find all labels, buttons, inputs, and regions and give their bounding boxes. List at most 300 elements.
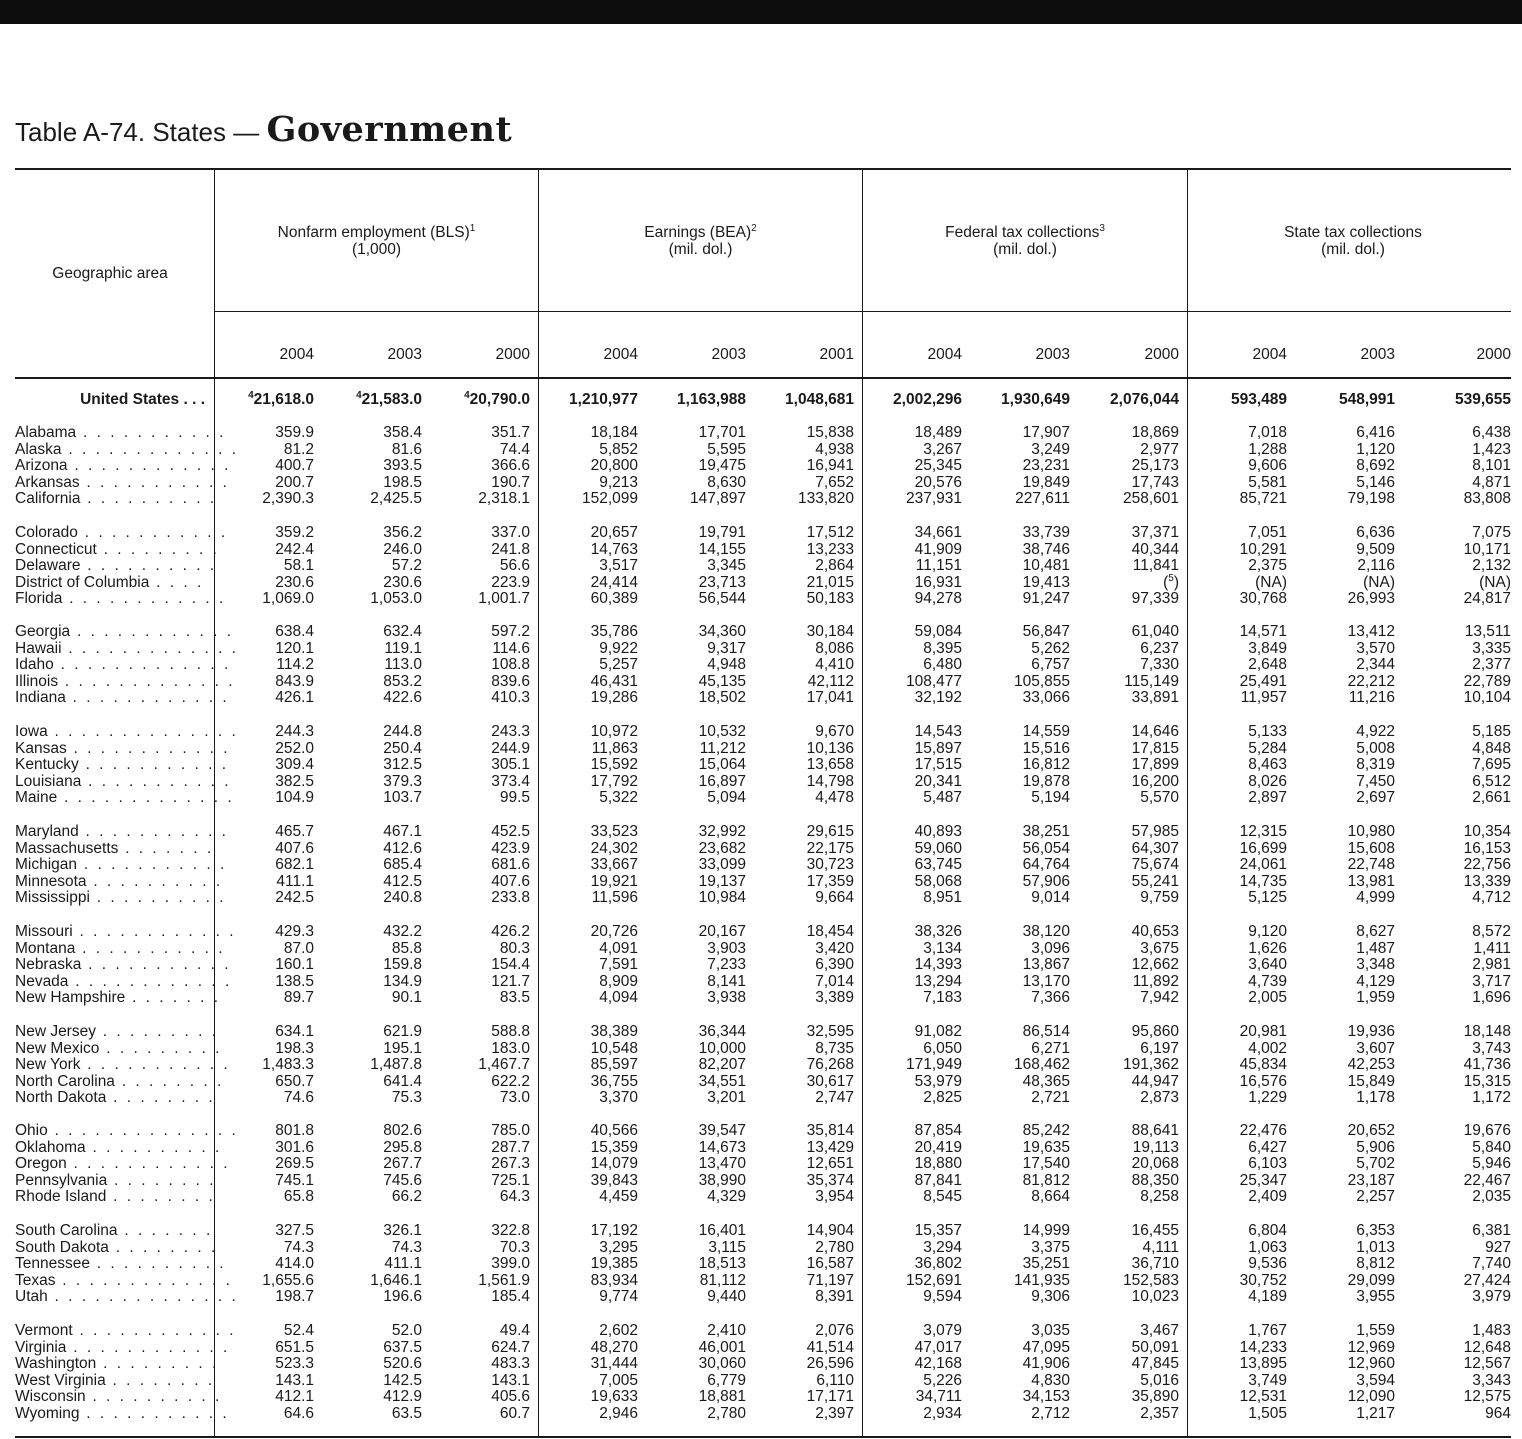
cell-value: 34,711 — [915, 1388, 962, 1406]
cell-value: 81.6 — [391, 440, 422, 458]
cell-value: 16,897 — [698, 772, 746, 790]
table-cell — [302, 756, 422, 773]
row-label — [15, 672, 236, 690]
row-label — [15, 457, 231, 475]
cell-value: 85,242 — [1022, 1122, 1070, 1139]
cell-value: 13,233 — [806, 540, 854, 558]
row-label — [15, 1056, 231, 1074]
row-label — [15, 823, 229, 840]
cell-value: 4,712 — [1472, 889, 1511, 907]
table-cell — [302, 989, 422, 1006]
table-cell — [1059, 1023, 1179, 1040]
cell-value: 185.4 — [491, 1288, 530, 1306]
year-header: 2003 — [1360, 346, 1395, 363]
table-cell — [1391, 640, 1511, 657]
table-cell — [1391, 1155, 1511, 1172]
leader-dots: . . . . . . . . . . — [89, 1255, 227, 1273]
cell-value: 17,540 — [1022, 1155, 1070, 1173]
cell-value: 20,981 — [1239, 1023, 1287, 1040]
cell-value: 83.5 — [499, 989, 530, 1007]
cell-value: 2,747 — [815, 1089, 854, 1107]
table-cell — [626, 1272, 746, 1289]
cell-value: 3,079 — [923, 1322, 962, 1339]
cell-value: 38,746 — [1022, 540, 1070, 558]
cell-value: 64.6 — [283, 1405, 314, 1422]
cell-value: 119.1 — [384, 639, 422, 657]
cell-value: 64,307 — [1131, 839, 1179, 857]
table-cell — [518, 490, 638, 507]
cell-value: 15,608 — [1347, 839, 1395, 857]
cell-value: 5,322 — [599, 789, 638, 807]
cell-value: 56,054 — [1022, 839, 1070, 857]
table-cell — [194, 441, 314, 458]
cell-value: 3,467 — [1140, 1322, 1179, 1339]
cell-value: 24,061 — [1239, 856, 1287, 874]
state-name: Hawaii — [15, 639, 62, 657]
cell-value: 9,664 — [815, 889, 854, 907]
cell-value: 19,635 — [1022, 1138, 1070, 1156]
table-cell — [194, 424, 314, 441]
cell-value: 6,353 — [1356, 1222, 1395, 1239]
table-cell — [302, 574, 422, 591]
table-cell — [518, 1089, 638, 1106]
table-cell — [1391, 490, 1511, 507]
table-cell — [626, 840, 746, 857]
table-cell — [302, 1040, 422, 1057]
row-label — [15, 1271, 233, 1289]
table-cell — [302, 923, 422, 940]
table-cell — [1275, 889, 1395, 906]
table-cell — [518, 923, 638, 940]
table-cell — [410, 1056, 530, 1073]
cell-value: 237,931 — [905, 490, 962, 508]
table-cell — [410, 689, 530, 706]
table-cell — [302, 457, 422, 474]
cell-value: 2,825 — [923, 1089, 962, 1107]
table-cell — [194, 1188, 314, 1205]
table-cell — [1167, 1139, 1287, 1156]
table-cell — [1275, 623, 1395, 640]
table-cell — [1391, 1122, 1511, 1139]
cell-value: 240.8 — [383, 889, 422, 907]
table-cell — [842, 856, 962, 873]
table-cell — [626, 391, 746, 408]
cell-value: 18,148 — [1463, 1023, 1511, 1040]
table-cell — [302, 1388, 422, 1405]
cell-value: 38,251 — [1022, 823, 1070, 840]
cell-value: 15,315 — [1463, 1072, 1511, 1090]
cell-value: 9,317 — [707, 639, 746, 657]
cell-value: 5,226 — [923, 1371, 962, 1389]
table-cell — [1167, 1339, 1287, 1356]
cell-value: 588.8 — [491, 1023, 530, 1040]
table-cell — [194, 940, 314, 957]
table-row — [0, 1288, 1522, 1305]
cell-value: 114.2 — [276, 656, 314, 674]
table-cell — [410, 1122, 530, 1139]
cell-value: 10,354 — [1463, 823, 1511, 840]
table-cell — [194, 557, 314, 574]
cell-value: 2,864 — [815, 557, 854, 575]
cell-value: 17,743 — [1131, 473, 1179, 491]
table-cell — [1167, 1288, 1287, 1305]
table-cell — [626, 823, 746, 840]
table-cell — [1391, 656, 1511, 673]
cell-value: 152,099 — [581, 490, 638, 508]
table-cell — [1275, 673, 1395, 690]
table-cell — [1275, 1239, 1395, 1256]
cell-value: 47,017 — [914, 1338, 962, 1356]
row-label — [15, 1222, 213, 1239]
table-cell — [950, 1388, 1070, 1405]
cell-value: 6,103 — [1248, 1155, 1287, 1173]
table-row — [0, 1339, 1522, 1356]
table-cell — [734, 590, 854, 607]
table-cell — [1167, 574, 1287, 591]
row-label — [15, 789, 235, 807]
cell-value: 2,035 — [1472, 1188, 1511, 1206]
cell-value: 14,763 — [590, 540, 638, 558]
cell-value: 15,357 — [914, 1222, 962, 1239]
table-cell — [734, 673, 854, 690]
state-name: Georgia — [15, 623, 71, 640]
table-cell — [626, 1155, 746, 1172]
table-cell — [950, 1272, 1070, 1289]
cell-value: 34,551 — [698, 1072, 746, 1090]
cell-value: 171,949 — [905, 1056, 962, 1074]
table-cell — [410, 1255, 530, 1272]
table-cell — [1167, 1073, 1287, 1090]
table-cell — [1059, 740, 1179, 757]
table-cell — [1391, 441, 1511, 458]
table-cell — [1275, 1288, 1395, 1305]
table-cell — [194, 973, 314, 990]
table-cell — [410, 1040, 530, 1057]
table-cell — [302, 1355, 422, 1372]
cell-value: 2,257 — [1356, 1188, 1395, 1206]
table-cell — [626, 1339, 746, 1356]
cell-value: 2,409 — [1248, 1188, 1287, 1206]
table-cell — [1275, 840, 1395, 857]
cell-value: 59,060 — [914, 839, 962, 857]
table-cell — [1275, 1040, 1395, 1057]
footnote-marker: 4 — [356, 389, 362, 401]
table-row — [0, 1172, 1522, 1189]
leader-dots: . . . . . . . . . . — [80, 490, 217, 508]
leader-dots: . . . . . . . . . . . — [79, 1405, 230, 1422]
cell-value: 19,849 — [1022, 473, 1070, 491]
table-row — [0, 1073, 1522, 1090]
cell-value: 1,626 — [1248, 939, 1287, 957]
cell-value: 593,489 — [1230, 391, 1287, 408]
cell-value: 20,341 — [914, 772, 962, 790]
table-cell — [194, 723, 314, 740]
cell-value: 624.7 — [491, 1338, 530, 1356]
cell-value: 19,878 — [1022, 772, 1070, 790]
cell-value: 2,934 — [923, 1405, 962, 1422]
table-cell — [194, 840, 314, 857]
table-cell — [410, 1405, 530, 1422]
leader-dots: . . . . . . . . . . . . — [72, 1322, 237, 1339]
cell-value: 190.7 — [491, 473, 530, 491]
table-cell — [950, 474, 1070, 491]
row-label — [15, 923, 237, 940]
table-cell — [1167, 840, 1287, 857]
table-cell — [1167, 1023, 1287, 1040]
cell-value: 9,014 — [1031, 889, 1070, 907]
table-cell — [950, 1339, 1070, 1356]
cell-value: 9,759 — [1140, 889, 1179, 907]
table-cell — [302, 740, 422, 757]
cell-value: 411.1 — [276, 872, 314, 890]
table-cell — [302, 623, 422, 640]
cell-value: 412.6 — [383, 839, 422, 857]
cell-value: 7,075 — [1472, 524, 1511, 541]
table-cell — [410, 1023, 530, 1040]
table-cell — [734, 541, 854, 558]
table-cell — [410, 756, 530, 773]
table-cell — [842, 773, 962, 790]
table-cell — [734, 441, 854, 458]
table-cell — [518, 424, 638, 441]
table-cell — [842, 424, 962, 441]
cell-value: 14,559 — [1022, 723, 1070, 740]
table-row-united-states — [0, 391, 1522, 408]
table-cell — [734, 524, 854, 541]
table-cell — [842, 940, 962, 957]
table-cell — [1275, 424, 1395, 441]
table-cell — [842, 391, 962, 408]
table-cell — [1167, 490, 1287, 507]
cell-value: 57,985 — [1131, 823, 1179, 840]
cell-value: 4,459 — [599, 1188, 638, 1206]
table-cell — [734, 923, 854, 940]
cell-value: 246.0 — [383, 540, 422, 558]
cell-value: 309.4 — [275, 756, 314, 774]
table-cell — [194, 923, 314, 940]
cell-value: 50,183 — [806, 590, 854, 608]
cell-value: 196.6 — [383, 1288, 422, 1306]
table-cell — [1059, 756, 1179, 773]
year-header: 2003 — [1035, 346, 1070, 363]
table-cell — [410, 1089, 530, 1106]
cell-value: 11,841 — [1132, 557, 1179, 575]
table-row — [0, 590, 1522, 607]
table-row — [0, 457, 1522, 474]
cell-value: 17,359 — [806, 872, 854, 890]
cell-value: 64,764 — [1022, 856, 1070, 874]
cell-value: 46,431 — [590, 672, 638, 690]
row-label — [15, 1122, 239, 1139]
cell-value: 81,812 — [1022, 1171, 1070, 1189]
table-cell — [410, 640, 530, 657]
leader-dots: . . . . . . . . . . . — [81, 772, 232, 790]
cell-value: 14,673 — [698, 1138, 746, 1156]
table-cell — [518, 391, 638, 408]
cell-value: 80.3 — [499, 939, 530, 957]
row-label — [15, 1355, 219, 1373]
cell-value: 41,909 — [914, 540, 962, 558]
table-cell — [1059, 524, 1179, 541]
table-cell — [302, 1073, 422, 1090]
cell-value: 4,871 — [1472, 473, 1511, 491]
table-row — [0, 840, 1522, 857]
cell-value: 1,053.0 — [370, 590, 422, 608]
cell-value: 410.3 — [491, 689, 530, 707]
cell-value: 407.6 — [491, 872, 530, 890]
table-cell — [1059, 1155, 1179, 1172]
table-cell — [518, 673, 638, 690]
table-title-prefix: Table A-74. States — — [15, 117, 267, 147]
leader-dots: . . . . . . . . . . . . . — [61, 639, 239, 657]
leader-dots: . . . . . . . . — [108, 1238, 218, 1256]
cell-value: 21,618.0 — [253, 391, 314, 408]
cell-value: 5,840 — [1472, 1138, 1511, 1156]
cell-value: 17,192 — [590, 1222, 638, 1239]
table-cell — [626, 557, 746, 574]
table-cell — [734, 1139, 854, 1156]
table-cell — [194, 789, 314, 806]
cell-value: 52.0 — [391, 1322, 422, 1339]
top-black-bar — [0, 0, 1522, 24]
table-cell — [518, 740, 638, 757]
row-label — [15, 872, 223, 890]
cell-value: 35,890 — [1131, 1388, 1179, 1406]
table-row — [0, 773, 1522, 790]
cell-value: 33,099 — [698, 856, 746, 874]
table-cell — [194, 1040, 314, 1057]
cell-value: 4,111 — [1142, 1238, 1179, 1256]
table-cell — [302, 723, 422, 740]
table-cell — [734, 1322, 854, 1339]
table-cell — [1167, 756, 1287, 773]
top-rule — [15, 168, 1511, 170]
cell-value: 1,487.8 — [370, 1056, 422, 1074]
cell-value: 47,095 — [1022, 1338, 1070, 1356]
table-cell — [1059, 424, 1179, 441]
table-cell — [1059, 623, 1179, 640]
table-cell — [734, 574, 854, 591]
table-cell — [1059, 1172, 1179, 1189]
table-cell — [410, 541, 530, 558]
table-cell — [1275, 1122, 1395, 1139]
cell-value: 16,931 — [914, 573, 962, 591]
cell-value: 1,411 — [1473, 939, 1511, 957]
table-cell — [518, 656, 638, 673]
cell-value: 465.7 — [275, 823, 314, 840]
table-cell — [842, 656, 962, 673]
leader-dots: . . . . . . . . . — [96, 540, 220, 558]
table-cell — [626, 1073, 746, 1090]
table-cell — [194, 856, 314, 873]
state-name: Pennsylvania — [15, 1171, 108, 1189]
table-cell — [1167, 989, 1287, 1006]
state-name: Connecticut — [15, 540, 97, 558]
cell-value: 50,091 — [1131, 1338, 1179, 1356]
cell-value: 37,371 — [1131, 524, 1179, 541]
cell-value: 134.9 — [383, 972, 422, 990]
cell-value: 32,595 — [806, 1023, 854, 1040]
cell-value: 23,682 — [698, 839, 746, 857]
cell-value: 31,444 — [590, 1355, 638, 1373]
table-cell — [410, 823, 530, 840]
cell-value: 4,938 — [815, 440, 854, 458]
table-cell — [302, 1372, 422, 1389]
leader-dots: . . . . . . . . . — [95, 1023, 219, 1040]
cell-value: 3,743 — [1472, 1039, 1511, 1057]
cell-value: 195.1 — [383, 1039, 422, 1057]
cell-value: 2,397 — [815, 1405, 854, 1422]
cell-value: 412.5 — [383, 872, 422, 890]
table-cell — [1059, 441, 1179, 458]
table-cell — [842, 789, 962, 806]
state-name: North Carolina — [15, 1072, 115, 1090]
table-cell — [1275, 940, 1395, 957]
table-cell — [626, 524, 746, 541]
cell-value: 3,979 — [1472, 1288, 1511, 1306]
table-cell — [518, 640, 638, 657]
state-name: Tennessee — [15, 1255, 90, 1273]
table-cell — [518, 574, 638, 591]
table-cell — [1391, 1188, 1511, 1205]
table-cell — [1059, 789, 1179, 806]
table-cell — [194, 490, 314, 507]
table-cell — [734, 1239, 854, 1256]
cell-value: 4,094 — [599, 989, 638, 1007]
cell-value: 45,135 — [698, 672, 746, 690]
cell-value: 12,648 — [1463, 1338, 1511, 1356]
table-cell — [410, 490, 530, 507]
cell-value: 16,941 — [806, 457, 854, 475]
leader-dots: . . . . . . . . . . . — [80, 1056, 231, 1074]
cell-value: 927 — [1485, 1238, 1511, 1256]
table-cell — [302, 1089, 422, 1106]
table-cell — [626, 789, 746, 806]
year-header: 2000 — [1476, 346, 1511, 363]
table-cell — [302, 1122, 422, 1139]
cell-value: 3,348 — [1356, 956, 1395, 974]
table-title-main: Government — [266, 109, 513, 150]
table-cell — [194, 1388, 314, 1405]
leader-dots: . . . . . . . . . . . . . . — [47, 723, 239, 740]
cell-value: 87,841 — [914, 1171, 962, 1189]
cell-value: 7,366 — [1031, 989, 1070, 1007]
cell-value: 1,467.7 — [478, 1056, 530, 1074]
cell-value: 33,667 — [590, 856, 638, 874]
table-cell — [410, 856, 530, 873]
cell-value: 99.5 — [499, 789, 530, 807]
cell-value: 269.5 — [275, 1155, 314, 1173]
table-cell — [842, 1272, 962, 1289]
table-cell — [734, 391, 854, 408]
cell-value: 16,576 — [1239, 1072, 1287, 1090]
table-cell — [950, 1040, 1070, 1057]
leader-dots: . . . . . . . . . . . — [77, 524, 228, 541]
cell-value: 3,335 — [1472, 639, 1511, 657]
table-cell — [410, 1272, 530, 1289]
state-name: Alaska — [15, 440, 62, 458]
table-cell — [950, 1073, 1070, 1090]
cell-value: 2,344 — [1356, 656, 1395, 674]
table-cell — [842, 590, 962, 607]
table-cell — [1275, 640, 1395, 657]
cell-value: 5,284 — [1248, 739, 1287, 757]
table-cell — [518, 1372, 638, 1389]
table-cell — [1391, 1355, 1511, 1372]
cell-value: 1,959 — [1356, 989, 1395, 1007]
cell-value: 2,873 — [1140, 1089, 1179, 1107]
state-name: Washington — [15, 1355, 97, 1373]
